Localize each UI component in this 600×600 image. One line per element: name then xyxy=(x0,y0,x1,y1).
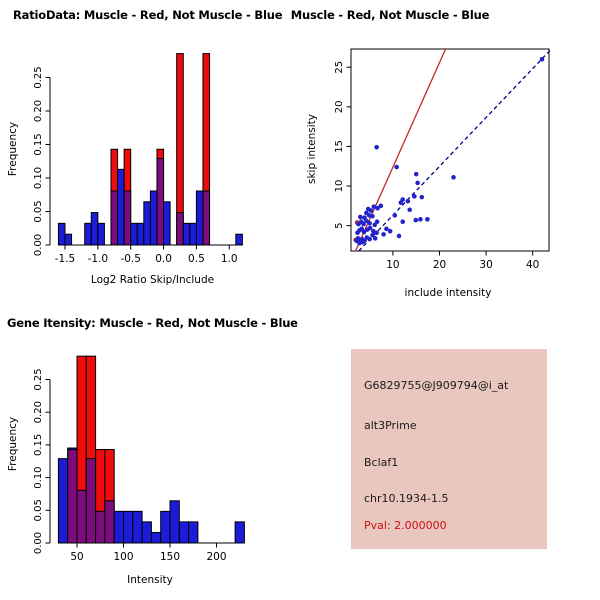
genomic-location-text: chr10.1934-1.5 xyxy=(364,492,449,505)
svg-text:0.15: 0.15 xyxy=(33,133,44,156)
svg-text:0.20: 0.20 xyxy=(33,99,44,123)
svg-text:20: 20 xyxy=(432,259,447,271)
splice-type-text: alt3Prime xyxy=(364,419,417,432)
svg-text:0.00: 0.00 xyxy=(33,531,44,555)
svg-text:15: 15 xyxy=(334,140,345,153)
svg-text:10: 10 xyxy=(334,179,345,193)
scatter-ylabel: skip intensity xyxy=(306,114,318,184)
gene-histogram-title: Gene Itensity: Muscle - Red, Not Muscle - Blue xyxy=(7,316,298,330)
svg-text:0.05: 0.05 xyxy=(33,499,44,522)
pval-text: Pval: 2.000000 xyxy=(364,519,447,532)
svg-text:0.00: 0.00 xyxy=(33,233,44,257)
svg-text:0.25: 0.25 xyxy=(33,66,44,89)
probe-id-text: G6829755@J909794@i_at xyxy=(364,379,509,392)
info-panel xyxy=(351,349,547,549)
scatter-title: Muscle - Red, Not Muscle - Blue xyxy=(290,8,490,22)
svg-text:30: 30 xyxy=(479,259,493,271)
svg-text:0.0: 0.0 xyxy=(155,253,172,265)
svg-text:-1.0: -1.0 xyxy=(87,253,109,265)
svg-text:0.5: 0.5 xyxy=(188,253,205,265)
svg-text:200: 200 xyxy=(206,551,227,563)
gene-histogram-ylabel: Frequency xyxy=(7,416,19,472)
gene-name-text: Bclaf1 xyxy=(364,456,399,469)
svg-text:10: 10 xyxy=(386,259,400,271)
svg-text:25: 25 xyxy=(334,60,345,74)
scatter-xlabel: include intensity xyxy=(404,287,492,299)
gene-histogram-xlabel: Intensity xyxy=(127,574,173,586)
ratio-histogram-xlabel: Log2 Ratio Skip/Include xyxy=(90,274,215,286)
svg-text:0.10: 0.10 xyxy=(33,166,44,190)
ratio-histogram-title: RatioData: Muscle - Red, Not Muscle - Blue xyxy=(13,8,283,22)
svg-text:100: 100 xyxy=(113,551,134,563)
svg-text:-1.5: -1.5 xyxy=(54,253,76,265)
svg-text:1.0: 1.0 xyxy=(220,253,238,265)
svg-text:0.20: 0.20 xyxy=(33,401,44,424)
svg-text:0.15: 0.15 xyxy=(33,433,44,457)
ratio-histogram-ylabel: Frequency xyxy=(7,121,19,177)
svg-text:5: 5 xyxy=(334,222,345,229)
svg-text:50: 50 xyxy=(70,551,84,563)
svg-text:-0.5: -0.5 xyxy=(120,253,141,265)
svg-text:20: 20 xyxy=(334,100,345,114)
svg-text:0.05: 0.05 xyxy=(33,200,44,223)
svg-text:40: 40 xyxy=(526,259,540,271)
svg-text:0.25: 0.25 xyxy=(33,368,44,391)
svg-text:0.10: 0.10 xyxy=(33,466,44,489)
svg-text:150: 150 xyxy=(159,551,181,563)
